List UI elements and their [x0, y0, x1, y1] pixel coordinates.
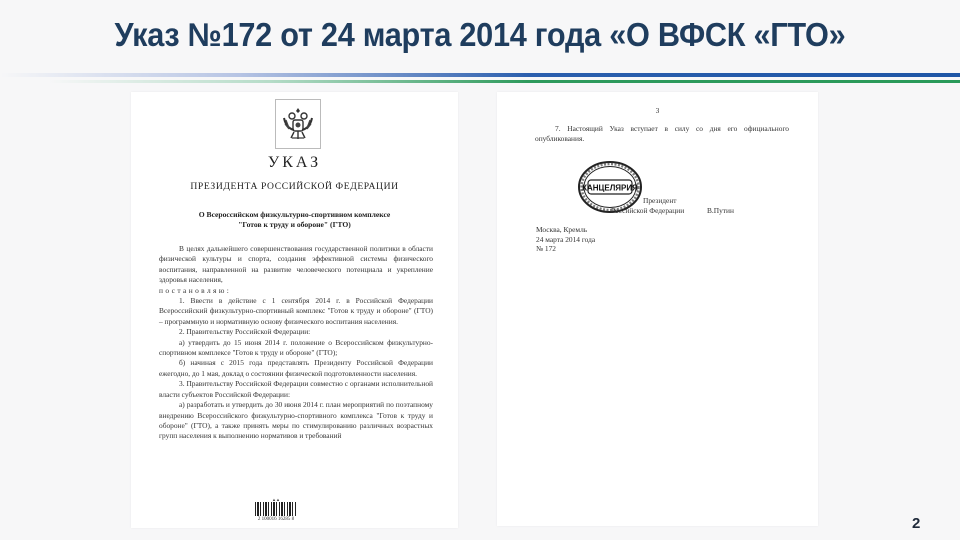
paragraph: б) начиная с 2015 года представлять Президенту Российской Федерации ежегодно, до 1 мая, доклад о состоянии физической подготовленности населения.: [159, 358, 433, 378]
paragraph-decree: постановляю:: [159, 285, 232, 295]
header-rule-green: [0, 80, 960, 83]
slide-title: Указ №172 от 24 марта 2014 года «О ВФСК «ГТО»: [114, 16, 846, 53]
document-heading: УКАЗ: [267, 154, 322, 171]
barcode-mark-icon: ▲▲: [272, 497, 280, 502]
subject-line-1: О Всероссийском физкультурно-спортивном комплексе: [198, 210, 391, 219]
paragraph: а) разработать и утвердить до 30 июня 2014 г. план мероприятий по поэтапному внедрению Всероссийского физкультурно-спортивного комплекса "Готов к труду и обороне" (ГТО), а также принять меры по стимулированию различных возрастных групп населения к выполнению нормативов и требований: [159, 400, 433, 441]
subject-line-2: "Готов к труду и обороне" (ГТО): [238, 220, 351, 229]
document-page-1: [131, 92, 458, 528]
header-rule-blue: [0, 73, 960, 77]
document-place-date: [536, 225, 595, 254]
slide-number: 2: [912, 515, 921, 532]
signature-title-line-2: Российской Федерации: [611, 206, 685, 215]
barcode: [251, 497, 301, 522]
document-subheading: ПРЕЗИДЕНТА РОССИЙСКОЙ ФЕДЕРАЦИИ: [190, 181, 399, 192]
date: 24 марта 2014 года: [536, 234, 596, 244]
signature-title-line-1: Президент: [643, 196, 677, 205]
document-body: [159, 244, 433, 442]
barcode-bars: [255, 502, 297, 516]
paragraph: 3. Правительству Российской Федерации совместно с органами исполнительной власти субъектов Российской Федерации:: [159, 379, 433, 399]
document-page-3: [497, 92, 818, 526]
paragraph: В целях дальнейшего совершенствования государственной политики в области физической культуры и спорта, создания эффективной системы физического воспитания, направленной на развитие человеческого потенциала и укрепление здоровья населения,: [159, 244, 433, 285]
decree-number: № 172: [536, 244, 556, 254]
page-number: 3: [655, 106, 660, 115]
document-body: [535, 124, 789, 145]
paragraph: 7. Настоящий Указ вступает в силу со дня его официального опубликования.: [535, 124, 789, 144]
place: Москва, Кремль: [536, 225, 588, 234]
paragraph: 1. Ввести в действие с 1 сентября 2014 г. в Российской Федерации Всероссийский физкультурно-спортивный комплекс "Готов к труду и обороне" (ГТО) – программную и нормативную основу физического воспитания населения.: [159, 296, 433, 326]
barcode-number: 2 100016 16285 8: [257, 517, 295, 522]
svg-text:КАНЦЕЛЯРИЯ: КАНЦЕЛЯРИЯ: [582, 183, 638, 193]
signature-name: В.Путин: [707, 206, 734, 215]
paragraph: 2. Правительству Российской Федерации:: [179, 327, 311, 337]
russian-coat-of-arms-icon: [275, 99, 321, 149]
paragraph: а) утвердить до 15 июня 2014 г. положение о Всероссийском физкультурно-спортивном комплексе "Готов к труду и обороне" (ГТО);: [159, 337, 433, 358]
document-subject: [131, 210, 458, 230]
